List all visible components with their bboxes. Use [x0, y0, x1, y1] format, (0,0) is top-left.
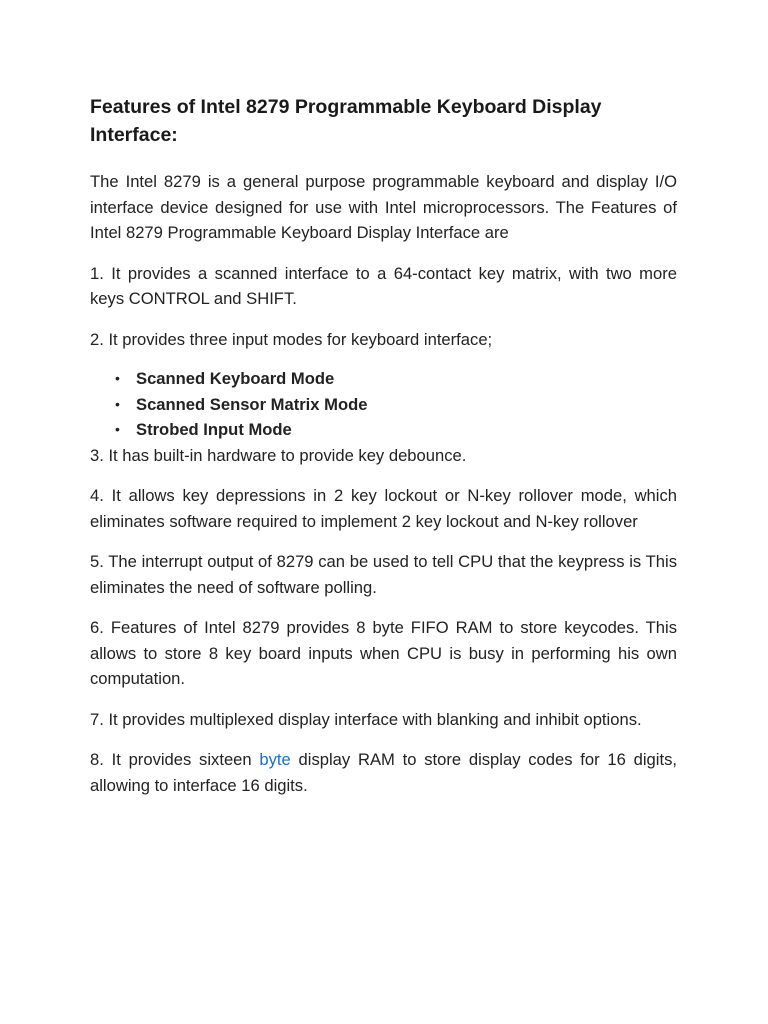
item-8-text-end: display RAM to store display codes for 16 digits, allowing to interface 16 digits.: [90, 750, 677, 795]
intro-paragraph: The Intel 8279 is a general purpose programmable keyboard and display I/O interface device designed for use with Intel microprocessors. The Features of Intel 8279 Programmable Keyboard Display Interface are: [90, 172, 677, 242]
feature-item-7: 7. It provides multiplexed display interface with blanking and inhibit options.: [90, 709, 642, 729]
byte-link[interactable]: byte: [259, 750, 291, 769]
document-title: Features of Intel 8279 Programmable Keyboard Display Interface:: [90, 96, 602, 146]
feature-item-8: [90, 747, 677, 798]
feature-item-5: 5. The interrupt output of 8279 can be used to tell CPU that the keypress is This eliminates the need of software polling.: [90, 552, 677, 597]
list-item: [115, 392, 677, 418]
feature-item-6: 6. Features of Intel 8279 provides 8 byte FIFO RAM to store keycodes. This allows to store 8 key board inputs when CPU is busy in performing his own computation.: [90, 618, 677, 688]
bullet-icon: •: [115, 421, 120, 437]
list-item-label: Strobed Input Mode: [136, 420, 292, 439]
item-8-text-start: 8. It provides sixteen: [90, 750, 260, 769]
bullet-icon: •: [115, 370, 120, 386]
list-item: [115, 417, 677, 443]
feature-item-1: 1. It provides a scanned interface to a 64-contact key matrix, with two more keys CONTROL and SHIFT.: [90, 263, 677, 308]
feature-item-2: 2. It provides three input modes for keyboard interface;: [90, 329, 493, 349]
feature-item-3: 3. It has built-in hardware to provide key debounce.: [90, 445, 467, 465]
input-modes-list: [90, 366, 677, 443]
list-item: [115, 366, 677, 392]
list-item-label: Scanned Keyboard Mode: [136, 369, 335, 388]
document-page: [90, 93, 677, 798]
list-item-label: Scanned Sensor Matrix Mode: [136, 394, 368, 414]
feature-item-4: 4. It allows key depressions in 2 key lockout or N-key rollover mode, which eliminates software required to implement 2 key lockout and N-key rollover: [90, 486, 677, 531]
bullet-icon: •: [115, 395, 120, 412]
